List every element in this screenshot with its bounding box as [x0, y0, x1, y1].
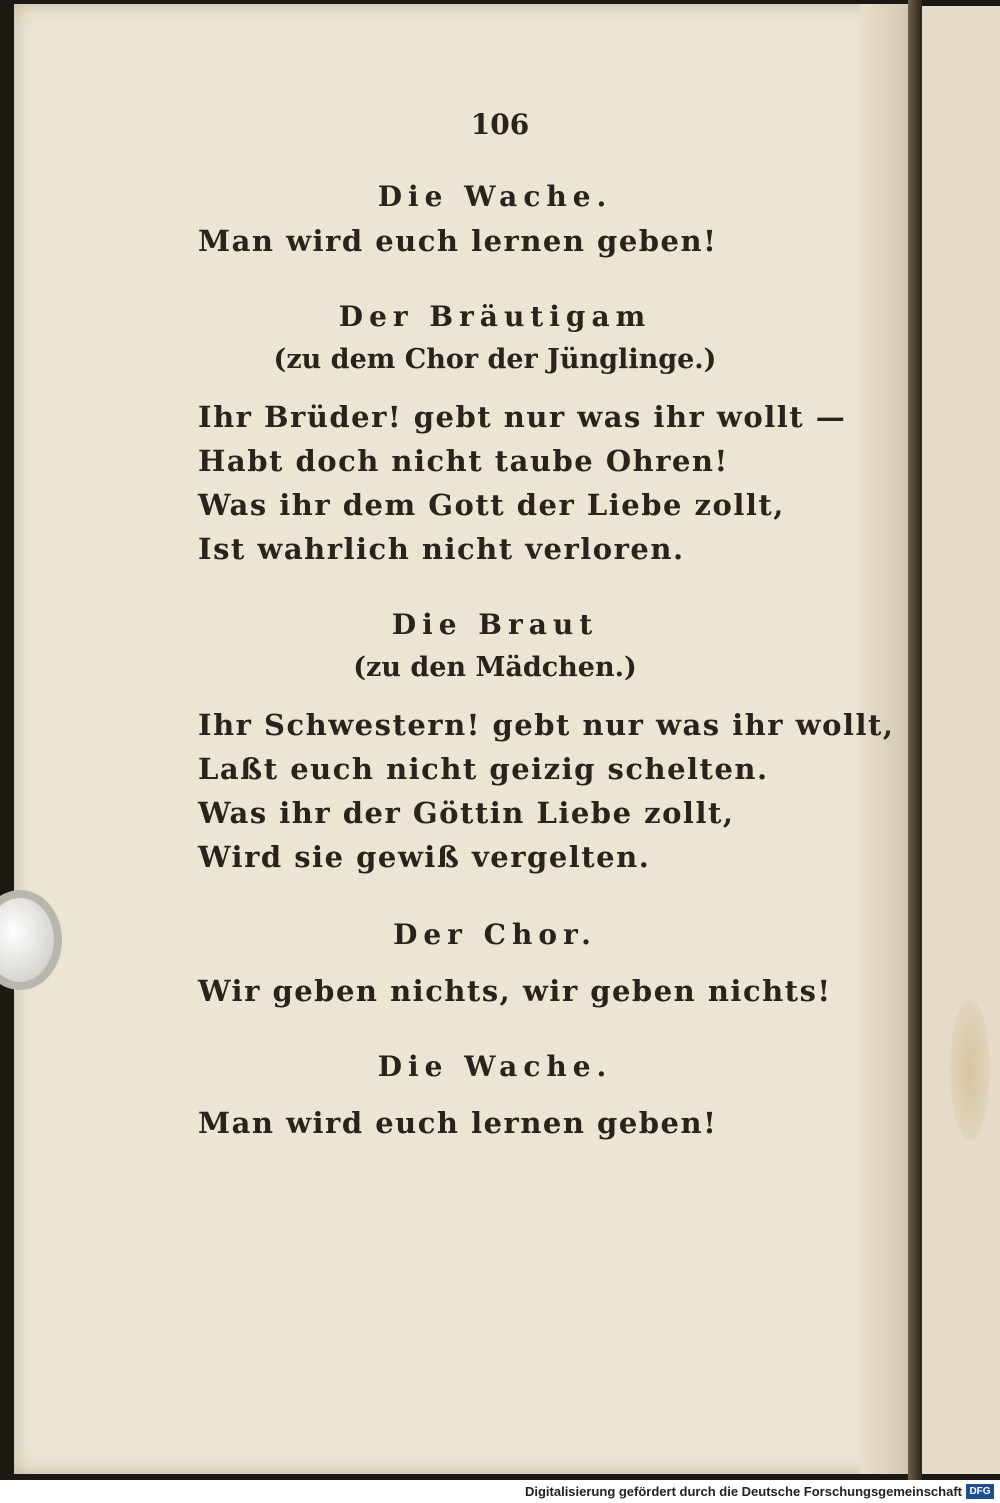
funding-credit: Digitalisierung gefördert durch die Deutsche Forschungsgemeinschaft: [524, 1484, 962, 1499]
speaker-heading: Die Wache.: [377, 1050, 613, 1083]
verse-line: Was ihr der Göttin Liebe zollt,: [198, 796, 735, 830]
dfg-logo: DFG: [966, 1484, 994, 1499]
verse-line: Ihr Brüder! gebt nur was ihr wollt —: [198, 400, 847, 434]
speaker-heading: Die Braut: [391, 608, 599, 641]
verse-line: Ist wahrlich nicht verloren.: [198, 532, 685, 566]
stage-direction: (zu dem Chor der Jünglinge.): [273, 344, 717, 375]
verse-line: Laßt euch nicht geizig schelten.: [198, 752, 769, 786]
page-number: 106: [470, 108, 530, 141]
speaker-heading: Der Chor.: [393, 918, 597, 951]
verse-line: Wir geben nichts, wir geben nichts!: [198, 974, 832, 1008]
verse-line: Wird sie gewiß vergelten.: [198, 840, 651, 874]
verse-line: Ihr Schwestern! gebt nur was ihr wollt,: [198, 708, 895, 742]
speaker-heading: Der Bräutigam: [338, 300, 652, 333]
speaker-heading: Die Wache.: [377, 180, 613, 213]
verse-line: Habt doch nicht taube Ohren!: [198, 444, 729, 478]
verse-line: Was ihr dem Gott der Liebe zollt,: [198, 488, 785, 522]
stage-direction: (zu den Mädchen.): [353, 652, 637, 683]
verse-line: Man wird euch lernen geben!: [198, 224, 718, 258]
verse-line: Man wird euch lernen geben!: [198, 1106, 718, 1140]
